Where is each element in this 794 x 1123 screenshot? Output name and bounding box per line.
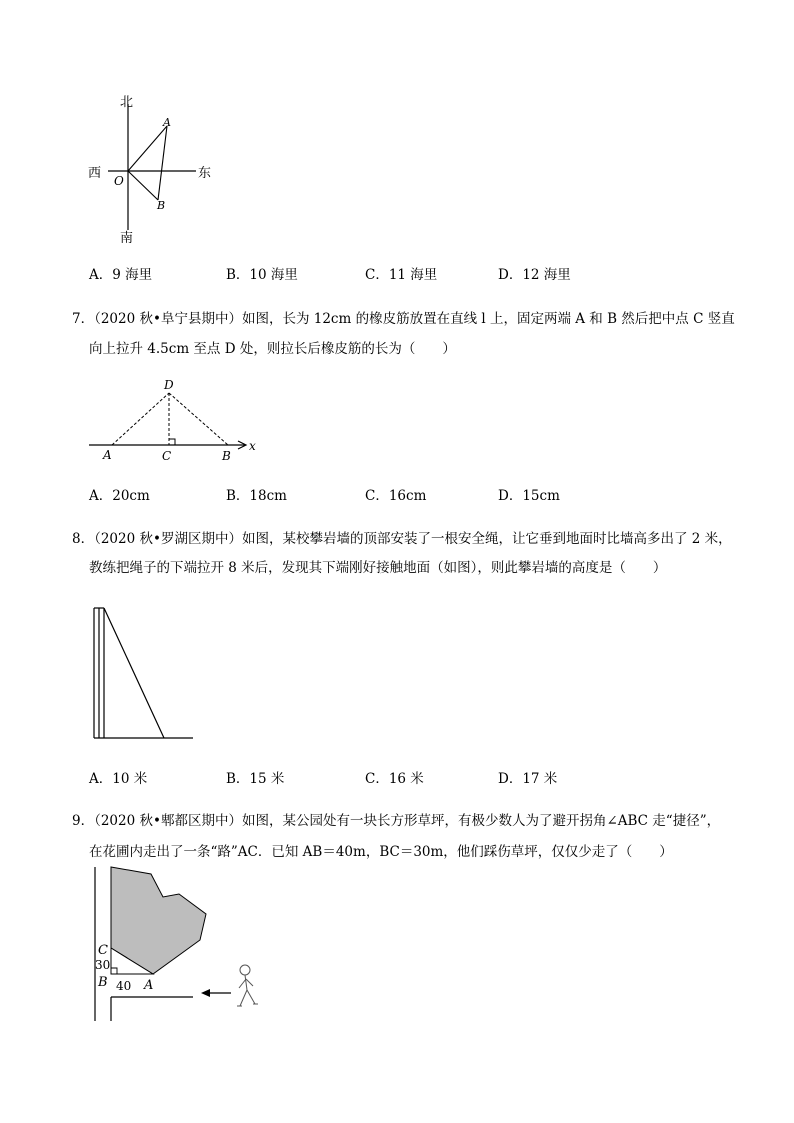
option-b[interactable]: B．18cm xyxy=(226,488,287,504)
label-south: 南 xyxy=(120,231,134,246)
label-B: B xyxy=(222,449,231,463)
label-40: 40 xyxy=(116,979,132,993)
label-B: B xyxy=(98,975,108,990)
label-D: D xyxy=(164,378,174,392)
q9-stem-line1: 9．（2020 秋•郫都区期中）如图，某公园处有一块长方形草坪，有极少数人为了避开拐角∠ABC 走“捷径”， xyxy=(72,813,721,829)
option-c[interactable]: C．16 米 xyxy=(365,771,424,787)
label-west: 西 xyxy=(88,166,102,181)
q7-stem-line1: 7．（2020 秋•阜宁县期中）如图，长为 12cm 的橡皮筋放置在直线 l 上，固定两端 A 和 B 然后把中点 C 竖直 xyxy=(72,311,735,327)
label-C: C xyxy=(98,943,108,958)
q7-stem-line2: 向上拉升 4.5cm 至点 D 处，则拉长后橡皮筋的长为（ ） xyxy=(89,341,456,357)
label-A: A xyxy=(144,978,154,993)
q8-stem-line2: 教练把绳子的下端拉开 8 米后，发现其下端刚好接触地面（如图），则此攀岩墙的高度是（ ） xyxy=(89,560,667,576)
option-a[interactable]: A．20cm xyxy=(89,488,150,504)
label-north: 北 xyxy=(120,95,134,110)
option-d[interactable]: D．12 海里 xyxy=(498,267,571,283)
rubber-band-figure xyxy=(85,373,265,465)
option-a[interactable]: A．10 米 xyxy=(89,771,148,787)
walking-person-icon xyxy=(237,965,258,1006)
label-O: O xyxy=(114,174,124,188)
option-c[interactable]: C．16cm xyxy=(365,488,427,504)
label-A: A xyxy=(163,116,171,129)
compass-figure xyxy=(80,88,230,248)
option-a[interactable]: A．9 海里 xyxy=(89,267,153,283)
option-d[interactable]: D．15cm xyxy=(498,488,560,504)
option-d[interactable]: D．17 米 xyxy=(498,771,558,787)
option-b[interactable]: B．10 海里 xyxy=(226,267,298,283)
label-30: 30 xyxy=(95,958,111,972)
label-x: x xyxy=(249,439,256,453)
lawn-figure xyxy=(85,862,275,1027)
climbing-wall-figure xyxy=(90,605,200,745)
label-east: 东 xyxy=(198,166,212,181)
option-c[interactable]: C．11 海里 xyxy=(365,267,438,283)
label-A: A xyxy=(103,448,112,462)
option-b[interactable]: B．15 米 xyxy=(226,771,285,787)
label-C: C xyxy=(162,449,172,463)
q8-stem-line1: 8．（2020 秋•罗湖区期中）如图，某校攀岩墙的顶部安装了一根安全绳，让它垂到地面时比墙高多出了 2 米， xyxy=(72,531,732,547)
q9-stem-line2: 在花圃内走出了一条“路”AC．已知 AB＝40m，BC＝30m，他们踩伤草坪，仅仅少走了（ ） xyxy=(89,844,673,860)
label-B: B xyxy=(157,199,166,212)
